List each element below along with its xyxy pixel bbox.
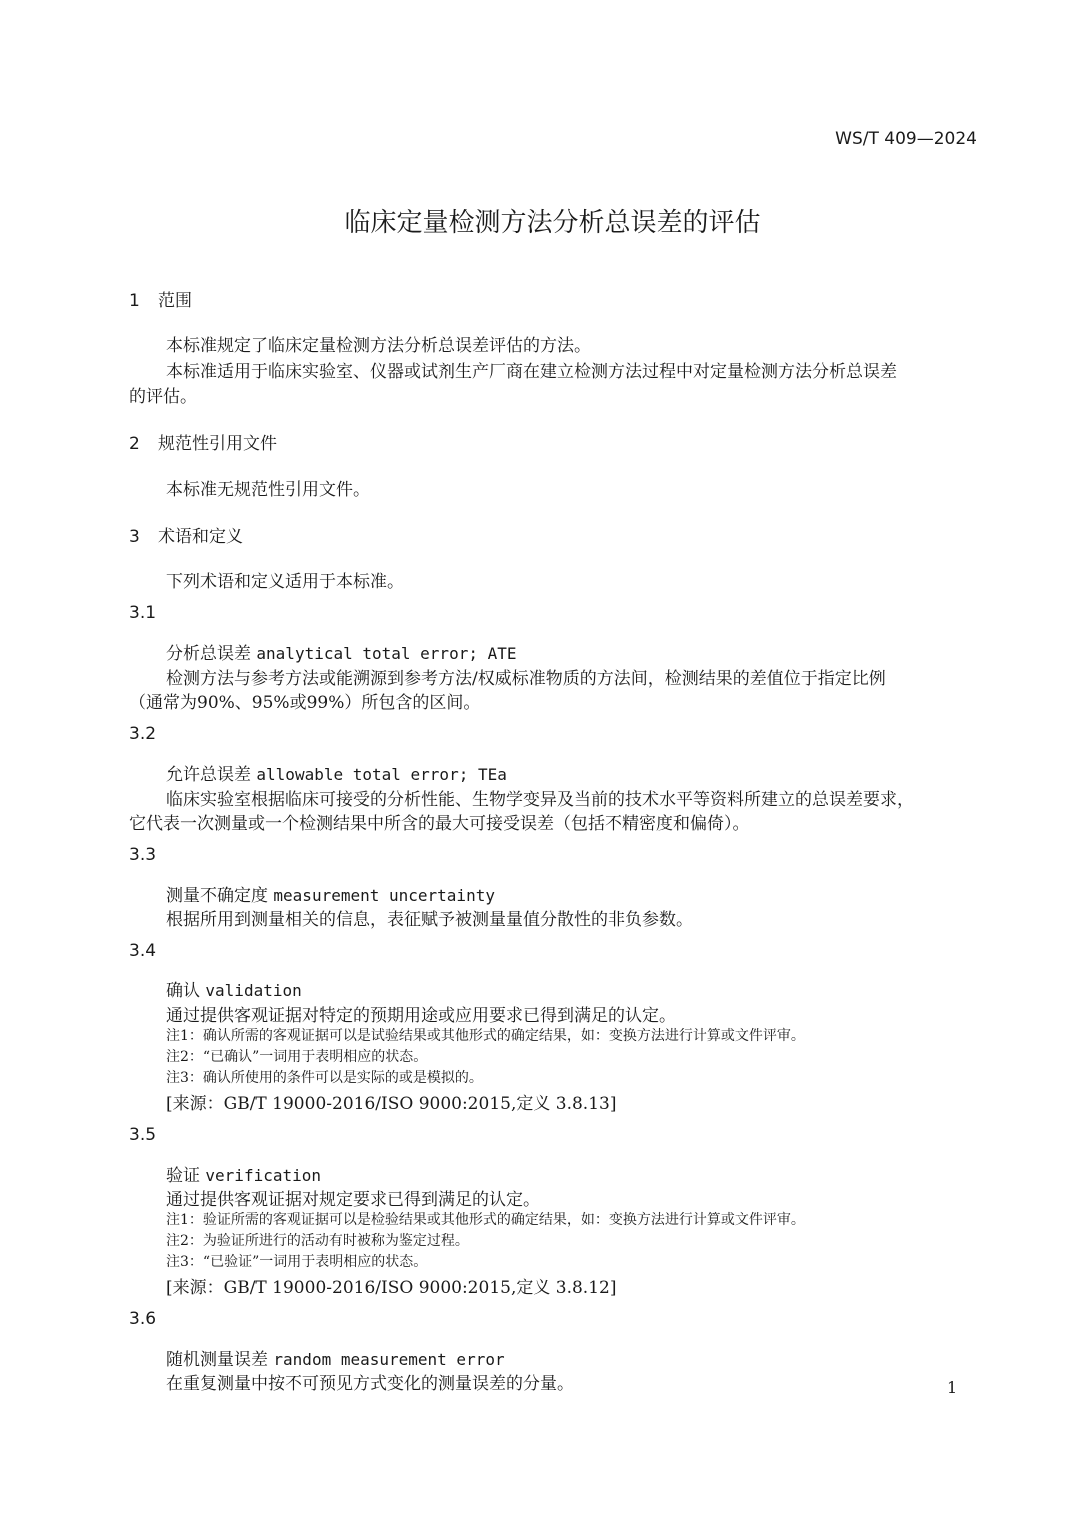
section-number: 1 — [129, 291, 140, 311]
term-number: 3.2 — [129, 724, 157, 744]
term-heading — [166, 760, 507, 785]
term-name-en: verification — [205, 1166, 321, 1185]
note: 注3：“已验证”一词用于表明相应的状态。 — [166, 1254, 428, 1270]
document-title: 临床定量检测方法分析总误差的评估 — [344, 208, 761, 238]
section-2-heading — [129, 429, 277, 454]
term-heading — [166, 976, 302, 1001]
note: 注1：确认所需的客观证据可以是试验结果或其他形式的确定结果，如：变换方法进行计算或文件评审。 — [166, 1028, 805, 1044]
term-name-cn: 测量不确定度 — [166, 886, 268, 906]
standard-code: WS/T 409—2024 — [835, 129, 977, 149]
term-name-cn: 验证 — [166, 1166, 200, 1186]
term-number: 3.1 — [129, 603, 157, 623]
note: 注1：验证所需的客观证据可以是检验结果或其他形式的确定结果，如：变换方法进行计算或文件评审。 — [166, 1212, 805, 1228]
source-citation: [来源：GB/T 19000-2016/ISO 9000:2015,定义 3.8.12] — [166, 1278, 617, 1298]
term-number: 3.4 — [129, 941, 157, 961]
term-number: 3.3 — [129, 845, 157, 865]
note: 注2：为验证所进行的活动有时被称为鉴定过程。 — [166, 1233, 469, 1249]
term-definition: 检测方法与参考方法或能溯源到参考方法/权威标准物质的方法间，检测结果的差值位于指定比例 — [166, 669, 886, 689]
section-title: 术语和定义 — [158, 527, 243, 547]
term-number: 3.6 — [129, 1309, 157, 1329]
term-number: 3.5 — [129, 1125, 157, 1145]
term-definition: 通过提供客观证据对规定要求已得到满足的认定。 — [166, 1190, 540, 1210]
paragraph-continuation: 的评估。 — [129, 387, 197, 407]
section-number: 3 — [129, 527, 140, 547]
term-definition: 临床实验室根据临床可接受的分析性能、生物学变异及当前的技术水平等资料所建立的总误差要求， — [166, 790, 914, 810]
source-citation: [来源：GB/T 19000-2016/ISO 9000:2015,定义 3.8.13] — [166, 1094, 617, 1114]
section-title: 规范性引用文件 — [158, 434, 277, 454]
term-name-en: allowable total error; TEa — [256, 765, 507, 784]
term-name-cn: 确认 — [166, 981, 200, 1001]
term-name-cn: 允许总误差 — [166, 765, 251, 785]
page-number: 1 — [947, 1378, 958, 1397]
term-definition-continuation: 它代表一次测量或一个检测结果中所含的最大可接受误差（包括不精密度和偏倚）。 — [129, 814, 750, 834]
paragraph: 下列术语和定义适用于本标准。 — [166, 572, 404, 592]
term-name-en: validation — [205, 981, 302, 1000]
section-number: 2 — [129, 434, 140, 454]
paragraph: 本标准适用于临床实验室、仪器或试剂生产厂商在建立检测方法过程中对定量检测方法分析总误差 — [166, 362, 897, 382]
paragraph: 本标准无规范性引用文件。 — [166, 480, 370, 500]
term-name-cn: 随机测量误差 — [166, 1350, 268, 1370]
term-name-en: analytical total error; ATE — [256, 644, 517, 663]
term-heading — [166, 1161, 321, 1186]
term-name-en: random measurement error — [273, 1350, 505, 1369]
term-definition: 根据所用到测量相关的信息，表征赋予被测量量值分散性的非负参数。 — [166, 910, 693, 930]
section-1-heading — [129, 286, 192, 311]
term-definition-continuation: （通常为90%、95%或99%）所包含的区间。 — [129, 693, 481, 713]
term-name-cn: 分析总误差 — [166, 644, 251, 664]
paragraph: 本标准规定了临床定量检测方法分析总误差评估的方法。 — [166, 336, 591, 356]
term-heading — [166, 639, 517, 664]
section-3-heading — [129, 522, 243, 547]
term-name-en: measurement uncertainty — [273, 886, 495, 905]
section-title: 范围 — [158, 291, 192, 311]
term-definition: 通过提供客观证据对特定的预期用途或应用要求已得到满足的认定。 — [166, 1006, 676, 1026]
term-heading — [166, 1345, 505, 1370]
term-definition: 在重复测量中按不可预见方式变化的测量误差的分量。 — [166, 1374, 574, 1394]
note: 注2：“已确认”一词用于表明相应的状态。 — [166, 1049, 428, 1065]
note: 注3：确认所使用的条件可以是实际的或是模拟的。 — [166, 1070, 483, 1086]
term-heading — [166, 881, 495, 906]
